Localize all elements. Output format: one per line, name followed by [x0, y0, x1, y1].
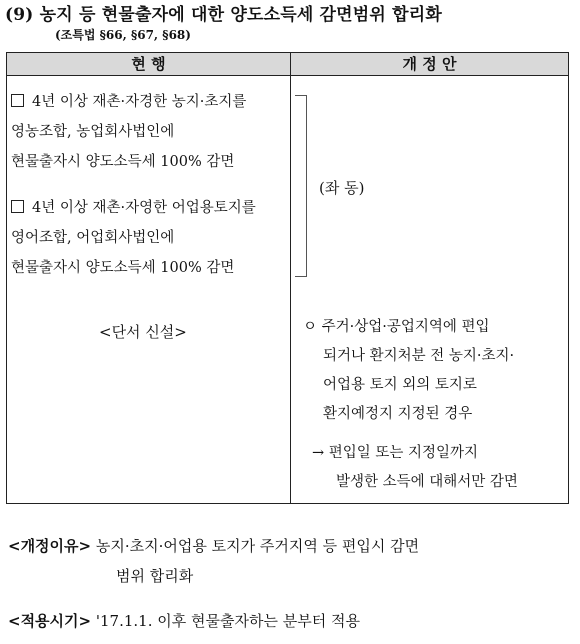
- comparison-table: [6, 52, 569, 504]
- header-current: 현 행: [131, 55, 166, 73]
- item-line: 4년 이상 재촌·자영한 어업용토지를: [32, 200, 256, 216]
- application-date: [8, 610, 360, 631]
- clause-line: ㅇ 주거·상업·공업지역에 편입: [303, 319, 490, 335]
- effect-line: → 편입일 또는 지정일까지: [312, 445, 479, 461]
- clause-line: 환지예정지 지정된 경우: [323, 406, 473, 422]
- section-title: (9) 농지 등 현물출자에 대한 양도소득세 감면범위 합리화: [5, 5, 443, 25]
- reason-text: 농지·초지·어업용 토지가 주거지역 등 편입시 감면: [95, 537, 420, 555]
- header-proposed: 개 정 안: [402, 55, 457, 73]
- clause-line: 어업용 토지 외의 토지로: [323, 377, 477, 393]
- bracket-icon: [295, 95, 307, 277]
- proposed-effect: [312, 439, 572, 497]
- apply-text: '17.1.1. 이후 현물출자하는 분부터 적용: [95, 612, 360, 630]
- amendment-reason: [8, 531, 419, 591]
- item-line: 영농조합, 농업회사법인에: [11, 124, 175, 140]
- square-bullet-icon: [11, 94, 24, 107]
- item-line: 4년 이상 재촌·자경한 농지·초지를: [32, 94, 247, 110]
- reason-label: <개정이유>: [8, 537, 92, 555]
- square-bullet-icon: [11, 200, 24, 213]
- item-line: 영어조합, 어업회사법인에: [11, 230, 175, 246]
- reason-text-cont: 범위 합리화: [116, 567, 194, 585]
- item-line: 현물출자시 양도소득세 100% 감면: [11, 260, 235, 276]
- proposed-new-clause: [303, 313, 568, 429]
- effect-line: 발생한 소득에 대해서만 감면: [336, 474, 518, 490]
- current-item-fishery: [11, 193, 287, 283]
- current-item-farmland: [11, 87, 287, 177]
- law-reference: (조특법 §66, §67, §68): [55, 28, 191, 42]
- item-line: 현물출자시 양도소득세 100% 감면: [11, 154, 235, 170]
- same-as-left: (좌 동): [319, 179, 365, 197]
- clause-line: 되거나 환지처분 전 농지·초지·: [323, 348, 515, 364]
- table-header: [7, 53, 568, 76]
- apply-label: <적용시기>: [8, 612, 92, 630]
- column-divider: [290, 53, 291, 503]
- proviso-new: <단서 신설>: [99, 323, 187, 341]
